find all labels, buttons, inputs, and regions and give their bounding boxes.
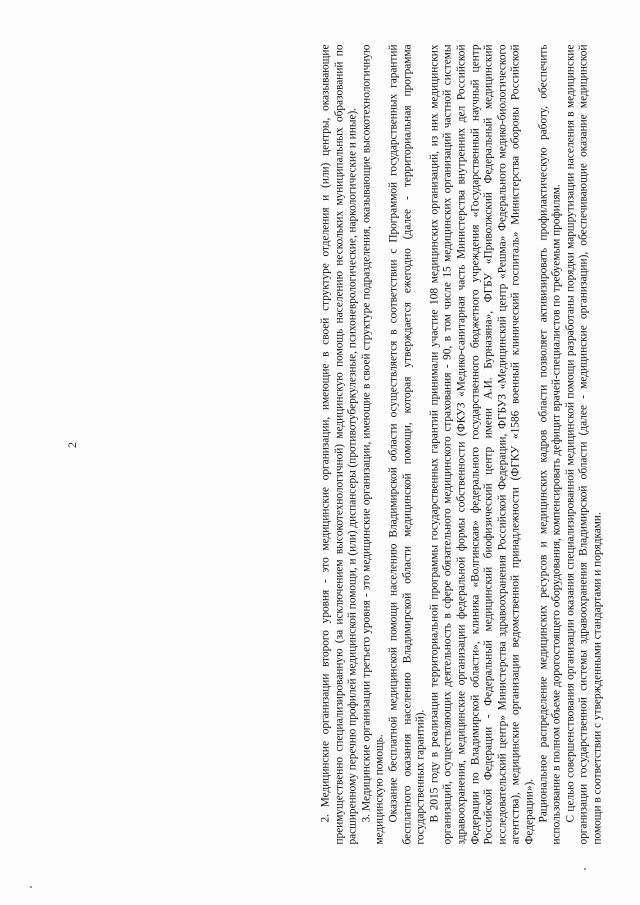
scan-speck [584, 868, 586, 870]
paragraph-second-level: 2. Медицинские организации второго уровня - это медицинские организации, имеющие в своей структуре отделения и (или) центры, оказывающие преимущественно специализированную (за исключением высокотехнологичной) медицинскую помощь населению нескольких муниципальных образований по расширенному перечню профилей медицинской помощи, и (или) диспансеры (противотуберкулезные, психоневрологические, наркологические и иные). [319, 44, 359, 845]
paragraph-resources: Рациональное распределение медицинских ресурсов и медицинских кадров области позволяет активизировать профилактическую работу, обеспечить использование в полном объеме дорогостоящего оборудования, компенсировать дефицит врачей-специалистов по требуемым профилям. [537, 44, 563, 845]
paragraph-free-care: Оказание бесплатной медицинской помощи населению Владимирской области осуществляется в соответствии с Программой государственных гарантий бесплатного оказания населению Владимирской области медицинской помощи, которая утверждается ежегодно (далее - территориальная программа государственных гарантий). [387, 44, 427, 845]
paragraph-routing: С целью совершенствования организации оказания специализированной медицинской помощи разработаны порядки маршрутизации населения в медицинские организации государственной системы здравоохранения Владимирской области (далее - медицинские организации), обеспечивающие оказание медицинской помощи в соответствии с утвержденными стандартами и порядками. [564, 44, 604, 845]
paragraph-third-level: 3. Медицинские организации третьего уровня - это медицинские организации, имеющие в своей структуре подразделения, оказывающие высокотехнологичную медицинскую помощь. [360, 44, 386, 845]
scan-speck [30, 886, 32, 888]
rotated-text-block [320, 45, 640, 845]
paragraph-2015-program: В 2015 году в реализации территориальной программы государственных гарантий принимали участие 108 медицинских организаций, из них медицинских организаций, осуществляющих деятельность в сфере обязательного медицинского страхования - 90, в том числе 15 медицинских организаций частной системы здравоохранения, медицинские организации федеральной формы собственности (ФКУЗ «Медико-санитарная часть Министерства внутренних дел Российской Федерации по Владимирской области», клиника «Волгинская» федерального государственного бюджетного учреждения «Государственный научный центр Российской Федерации - Федеральный медицинский биофизический центр имени А.И. Бурназяна», ФГБУ «Приволжский Федеральный медицинский исследовательский центр» Министерства здравоохранения Российской Федерации, ФГБУЗ «Медицинский центр «Решма» Федерального медико-биологического агентства), медицинские организации ведомственной принадлежности (ФГКУ «1586 военный клинический госпиталь» Министерства обороны Российской Федерации»). [428, 44, 536, 845]
page-number: 2 [65, 442, 79, 448]
